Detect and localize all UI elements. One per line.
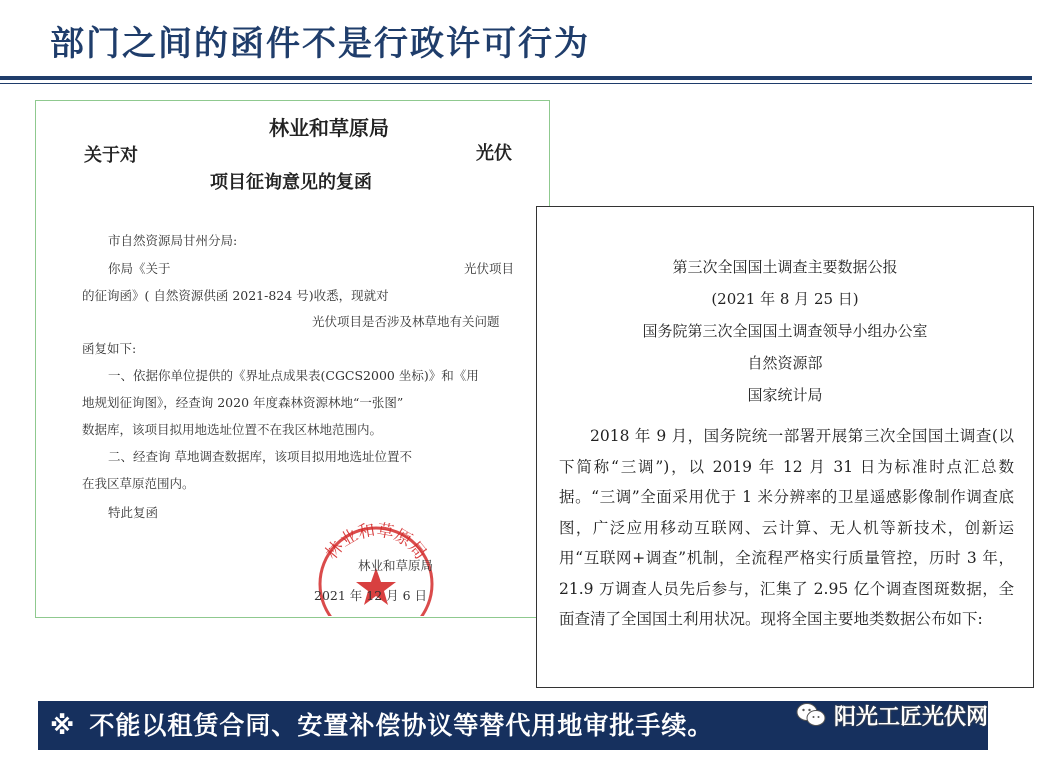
bulletin-paragraph: 2018 年 9 月，国务院统一部署开展第三次全国国土调查(以下简称“三调”)，以 2019 年 12 月 31 日为标准时点汇总数据。“三调”全面采用优于 1 米分辨率的卫星遥感影像制作调查底图，广泛应用移动互联网、云计算、无人机等新技术，创新运用“互联网+调查”机制，全流程严格实行质量管控，历时 3 年，21.9 万调查人员先后参与，汇集了 2.95 亿个调查图斑数据，全面查清了全国国土利用状况。现将全国主要地类数据公布如下:	[559, 427, 1014, 628]
banner-text: 不能以租赁合同、安置补偿协议等替代用地审批手续。	[89, 711, 714, 740]
page-title: 部门之间的函件不是行政许可行为	[50, 24, 590, 64]
watermark-text: 阳光工匠光伏网	[834, 704, 989, 730]
letter-subject: 项目征询意见的复函	[210, 172, 372, 193]
letter-closing: 特此复函	[108, 505, 159, 520]
bulletin-issuer: 国务院第三次全国国土调查领导小组办公室	[642, 322, 928, 340]
letter-line: 光伏项目是否涉及林草地有关问题	[312, 314, 500, 329]
bulletin-issuer: 国家统计局	[747, 386, 823, 404]
bulletin-issuer: 自然资源部	[747, 354, 823, 372]
letter-line: 的征询函》( 自然资源供函 2021-824 号)收悉，现就对	[82, 288, 389, 303]
reference-mark-icon: ※	[50, 711, 76, 740]
seal-text: 林业和草原局	[321, 520, 431, 564]
letter-about-prefix: 关于对	[84, 145, 138, 166]
title-divider-thin	[0, 83, 1032, 84]
letter-about-suffix: 光伏	[476, 143, 512, 164]
bulletin-title: 第三次全国国土调查主要数据公报	[672, 258, 898, 276]
letter-line: 你局《关于	[108, 261, 171, 276]
wechat-icon	[796, 702, 826, 728]
bulletin-body	[559, 421, 1014, 635]
title-divider	[0, 76, 1032, 80]
letter-line: 二、经查询 草地调查数据库，该项目拟用地选址位置不	[108, 449, 412, 464]
letter-issuer: 林业和草原局	[269, 116, 389, 140]
letter-line: 函复如下:	[82, 341, 137, 356]
forestry-reply-letter	[35, 100, 550, 618]
letter-date: 2021 年 12 月 6 日	[314, 588, 428, 603]
bulletin-date: (2021 年 8 月 25 日)	[711, 290, 859, 308]
letter-line: 一、依据你单位提供的《界址点成果表(CGCS2000 坐标)》和《用	[108, 368, 479, 383]
letter-salutation: 市自然资源局甘州分局:	[108, 233, 238, 248]
letter-line: 光伏项目	[464, 261, 515, 276]
letter-line: 在我区草原范围内。	[82, 476, 195, 491]
letter-line: 地规划征询图》，经查询 2020 年度森林资源林地“一张图”	[82, 395, 404, 410]
watermark	[796, 700, 988, 730]
land-survey-bulletin	[536, 206, 1034, 688]
letter-signature: 林业和草原局	[358, 558, 434, 573]
letter-line: 数据库，该项目拟用地选址位置不在我区林地范围内。	[82, 422, 383, 437]
